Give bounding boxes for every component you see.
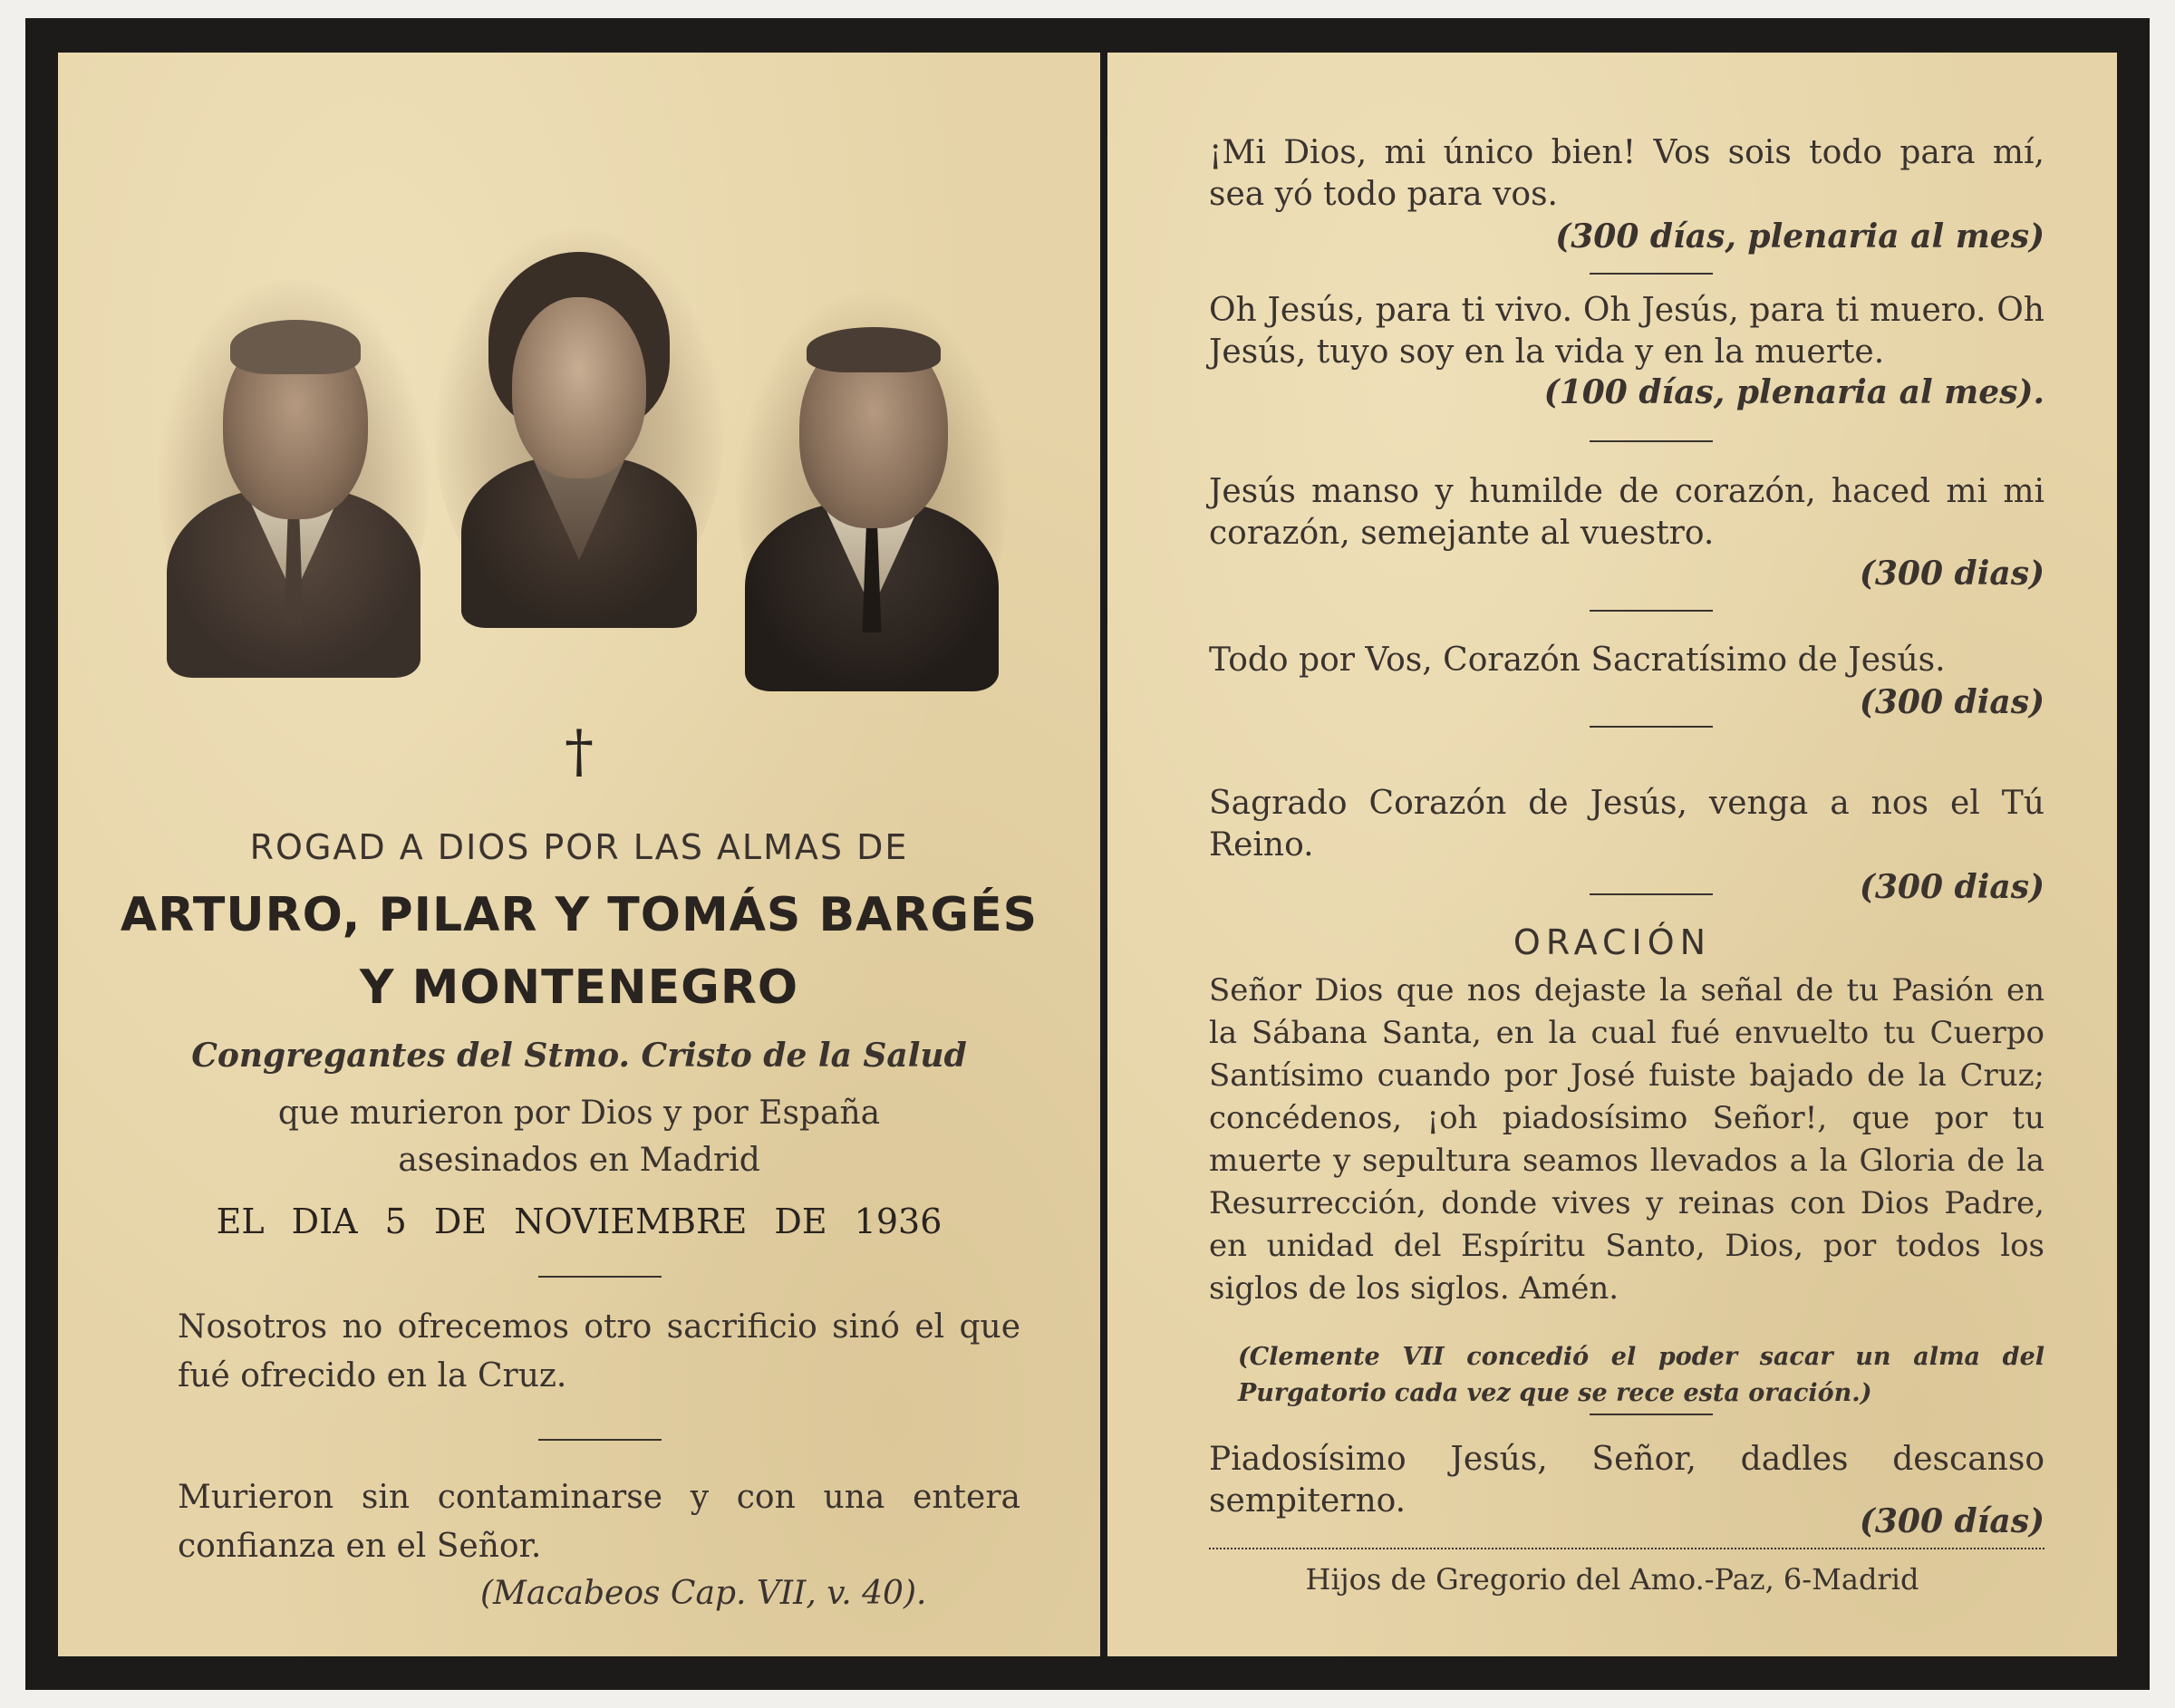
indulgence-2: (100 días, plenaria al mes). bbox=[1543, 373, 2044, 411]
macabeos-citation: (Macabeos Cap. VII, v. 40). bbox=[480, 1575, 927, 1612]
divider bbox=[1590, 440, 1713, 442]
portraits bbox=[58, 53, 1100, 705]
jaculatoria-6: Piadosísimo Jesús, Señor, dadles descanso sempiterno. bbox=[1209, 1441, 2044, 1520]
nosotros-paragraph: Nosotros no ofrecemos otro sacrificio sinó el que fué ofrecido en la Cruz. bbox=[178, 1308, 1020, 1394]
printer-imprint: Hijos de Gregorio del Amo.-Paz, 6-Madrid bbox=[1305, 1562, 1919, 1597]
divider bbox=[1590, 726, 1713, 728]
portrait-arturo bbox=[158, 279, 430, 678]
clemente-note: (Clemente VII concedió el poder sacar un alma del Purgatorio cada vez que se rece esta oración.) bbox=[1238, 1343, 2044, 1407]
divider bbox=[1590, 273, 1713, 275]
cross-symbol: † bbox=[565, 719, 594, 786]
divider bbox=[1590, 893, 1713, 895]
oracion-body: Señor Dios que nos dejaste la señal de tu Pasión en la Sábana Santa, en la cual fué envuelto tu Cuerpo Santísimo cuando por José fuiste bajado de la Cruz; concédenos, ¡oh piadosísimo Señor!, que por tu muerte y sepultura seamos llevados a la Gloria de la Resurrección, donde vives y reinas con Dios Padre, en unidad del Espíritu Santo, Dios, por todos los siglos de los siglos. Amén. bbox=[1209, 972, 2044, 1307]
jaculatoria-1: ¡Mi Dios, mi único bien! Vos sois todo para mí, sea yó todo para vos. bbox=[1209, 134, 2044, 213]
divider bbox=[538, 1276, 662, 1278]
asesinados-madrid: asesinados en Madrid bbox=[398, 1142, 760, 1179]
right-panel bbox=[1107, 53, 2117, 1656]
oracion-title: ORACIÓN bbox=[1513, 922, 1712, 962]
portrait-tomas bbox=[736, 293, 1008, 691]
indulgence-6: (300 días) bbox=[1859, 1502, 2044, 1540]
memorial-card bbox=[25, 18, 2150, 1690]
jaculatoria-3: Jesús manso y humilde de corazón, haced mi mi corazón, semejante al vuestro. bbox=[1209, 473, 2044, 552]
divider bbox=[1590, 610, 1713, 612]
names-line-2: Y MONTENEGRO bbox=[359, 960, 799, 1015]
indulgence-1: (300 días, plenaria al mes) bbox=[1555, 217, 2044, 256]
indulgence-4: (300 dias) bbox=[1859, 683, 2044, 721]
murieron-por-dios: que murieron por Dios y por España bbox=[277, 1095, 881, 1132]
jaculatoria-5: Sagrado Corazón de Jesús, venga a nos el Tú Reino. bbox=[1209, 785, 2044, 864]
death-date: EL DIA 5 DE NOVIEMBRE DE 1936 bbox=[216, 1201, 942, 1241]
indulgence-3: (300 dias) bbox=[1859, 555, 2044, 593]
divider bbox=[1590, 1414, 1713, 1415]
jaculatoria-2: Oh Jesús, para ti vivo. Oh Jesús, para ti muero. Oh Jesús, tuyo soy en la vida y en la muerte. bbox=[1209, 292, 2044, 371]
indulgence-5: (300 dias) bbox=[1859, 868, 2044, 906]
murieron-sin-paragraph: Murieron sin contaminarse y con una entera confianza en el Señor. bbox=[178, 1479, 1020, 1565]
dotted-divider bbox=[1209, 1548, 2044, 1549]
jaculatoria-4: Todo por Vos, Corazón Sacratísimo de Jesús. bbox=[1209, 642, 1946, 679]
portrait-pilar bbox=[434, 229, 724, 628]
divider bbox=[538, 1439, 662, 1441]
congregantes-line: Congregantes del Stmo. Cristo de la Salud bbox=[191, 1037, 967, 1075]
rogad-heading: ROGAD A DIOS POR LAS ALMAS DE bbox=[249, 827, 909, 867]
names-line-1: ARTURO, PILAR Y TOMÁS BARGÉS bbox=[120, 888, 1039, 942]
left-panel bbox=[58, 53, 1100, 1656]
